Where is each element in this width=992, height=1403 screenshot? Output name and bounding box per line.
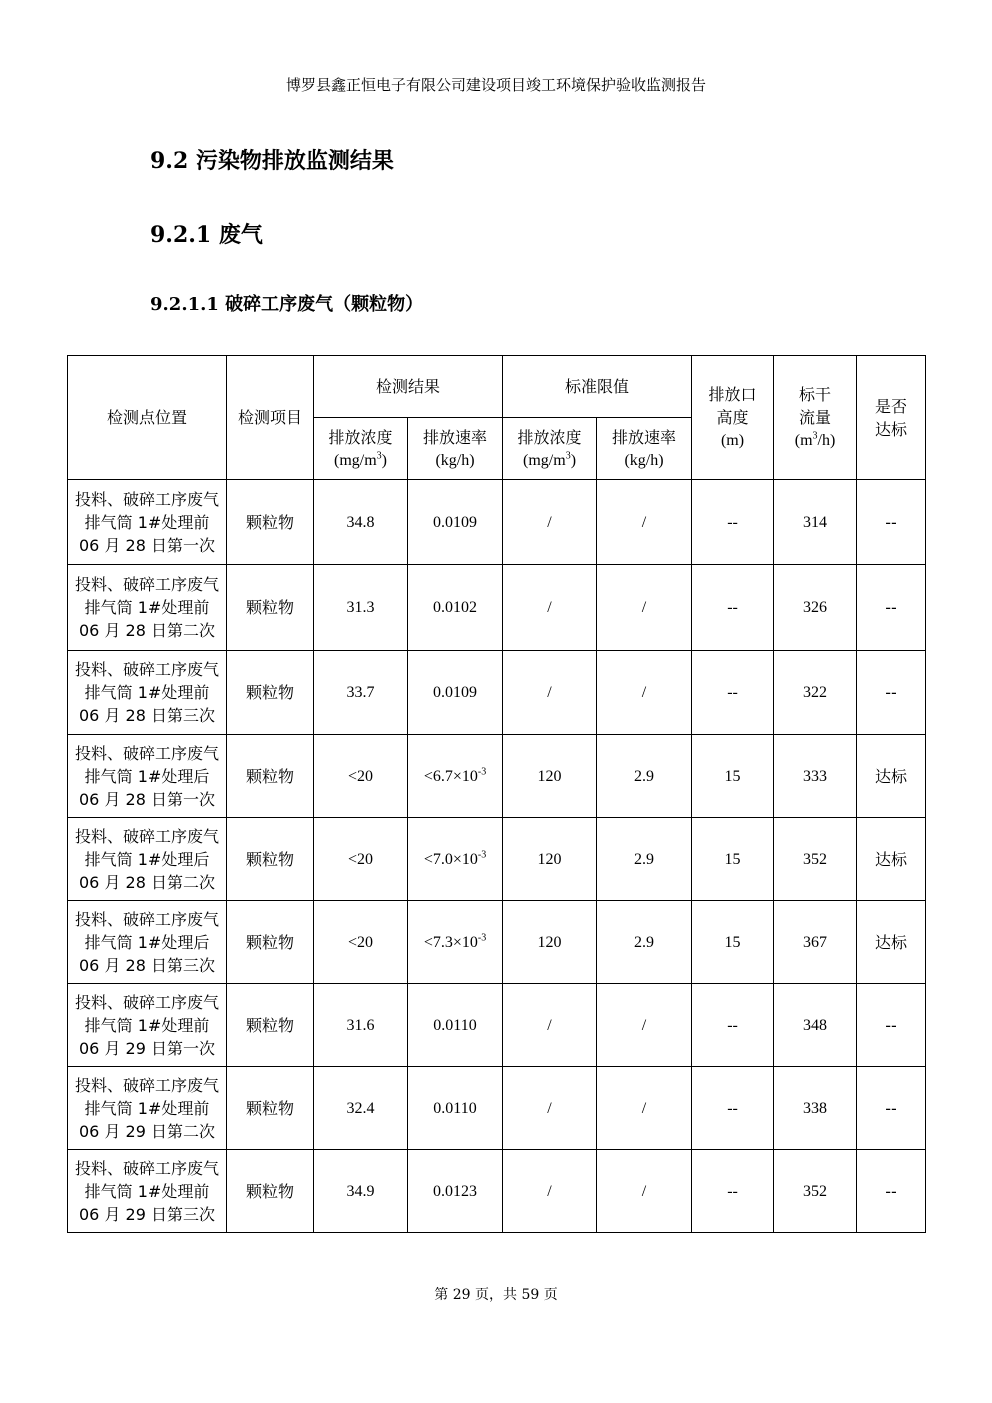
table-row bbox=[68, 735, 926, 818]
std-conc-cell: / bbox=[503, 565, 597, 651]
item-cell: 颗粒物 bbox=[227, 651, 314, 735]
monitoring-results-table bbox=[67, 355, 926, 1233]
std-rate-cell: / bbox=[597, 1150, 692, 1233]
height-cell: -- bbox=[692, 1067, 774, 1150]
flow-cell: 314 bbox=[774, 480, 857, 565]
pass-cell: 达标 bbox=[857, 735, 926, 818]
height-cell: -- bbox=[692, 1150, 774, 1233]
rate-cell: 0.0102 bbox=[408, 565, 503, 651]
conc-cell: <20 bbox=[314, 818, 408, 901]
std-rate-cell: 2.9 bbox=[597, 901, 692, 984]
table-row bbox=[68, 1150, 926, 1233]
rate-cell: $<7.0\times 10^{-3}$ bbox=[408, 818, 503, 901]
std-rate-cell: / bbox=[597, 984, 692, 1067]
height-cell: 15 bbox=[692, 818, 774, 901]
location-cell: 投料、破碎工序废气 排气筒 1#处理前 06 月 28 日第三次 bbox=[68, 651, 227, 735]
item-cell: 颗粒物 bbox=[227, 901, 314, 984]
rate-cell: 0.0109 bbox=[408, 651, 503, 735]
pass-cell: -- bbox=[857, 1067, 926, 1150]
conc-cell: 34.9 bbox=[314, 1150, 408, 1233]
header-limit-rate: 排放速率 (kg/h) bbox=[597, 418, 692, 480]
height-cell: -- bbox=[692, 651, 774, 735]
rate-cell: 0.0110 bbox=[408, 984, 503, 1067]
height-cell: 15 bbox=[692, 735, 774, 818]
header-compliance: 是否 达标 bbox=[857, 356, 926, 480]
flow-cell: 333 bbox=[774, 735, 857, 818]
std-conc-cell: / bbox=[503, 1150, 597, 1233]
page-header: 博罗县鑫正恒电子有限公司建设项目竣工环境保护验收监测报告 bbox=[285, 76, 706, 94]
std-conc-cell: 120 bbox=[503, 818, 597, 901]
std-rate-cell: / bbox=[597, 480, 692, 565]
header-result-conc: 排放浓度 $(mg/m^3)$ bbox=[314, 418, 408, 480]
pass-cell: 达标 bbox=[857, 818, 926, 901]
location-cell: 投料、破碎工序废气 排气筒 1#处理前 06 月 29 日第三次 bbox=[68, 1150, 227, 1233]
item-cell: 颗粒物 bbox=[227, 818, 314, 901]
std-rate-cell: / bbox=[597, 1067, 692, 1150]
item-cell: 颗粒物 bbox=[227, 1150, 314, 1233]
height-cell: -- bbox=[692, 984, 774, 1067]
std-conc-cell: / bbox=[503, 480, 597, 565]
flow-cell: 352 bbox=[774, 1150, 857, 1233]
header-limits-group: 标准限值 bbox=[503, 356, 692, 418]
conc-cell: 34.8 bbox=[314, 480, 408, 565]
location-cell: 投料、破碎工序废气 排气筒 1#处理前 06 月 28 日第二次 bbox=[68, 565, 227, 651]
subsubsection-title: 9.2.1.1 破碎工序废气（颗粒物） bbox=[150, 294, 424, 315]
pass-cell: -- bbox=[857, 984, 926, 1067]
conc-cell: <20 bbox=[314, 735, 408, 818]
std-rate-cell: / bbox=[597, 651, 692, 735]
location-cell: 投料、破碎工序废气 排气筒 1#处理后 06 月 28 日第三次 bbox=[68, 901, 227, 984]
height-cell: 15 bbox=[692, 901, 774, 984]
height-cell: -- bbox=[692, 480, 774, 565]
location-cell: 投料、破碎工序废气 排气筒 1#处理后 06 月 28 日第一次 bbox=[68, 735, 227, 818]
flow-cell: 338 bbox=[774, 1067, 857, 1150]
flow-cell: 348 bbox=[774, 984, 857, 1067]
header-flow: 标干 流量 $(m^3/h)$ bbox=[774, 356, 857, 480]
conc-cell: 31.6 bbox=[314, 984, 408, 1067]
section-title: 9.2 污染物排放监测结果 bbox=[150, 148, 394, 174]
table-row bbox=[68, 651, 926, 735]
item-cell: 颗粒物 bbox=[227, 984, 314, 1067]
pass-cell: -- bbox=[857, 651, 926, 735]
conc-cell: 32.4 bbox=[314, 1067, 408, 1150]
subsection-title: 9.2.1 废气 bbox=[150, 222, 263, 248]
std-rate-cell: / bbox=[597, 565, 692, 651]
flow-cell: 367 bbox=[774, 901, 857, 984]
flow-cell: 352 bbox=[774, 818, 857, 901]
header-location: 检测点位置 bbox=[68, 356, 227, 480]
item-cell: 颗粒物 bbox=[227, 735, 314, 818]
table-row bbox=[68, 480, 926, 565]
pass-cell: 达标 bbox=[857, 901, 926, 984]
rate-cell: 0.0109 bbox=[408, 480, 503, 565]
location-cell: 投料、破碎工序废气 排气筒 1#处理前 06 月 28 日第一次 bbox=[68, 480, 227, 565]
flow-cell: 326 bbox=[774, 565, 857, 651]
location-cell: 投料、破碎工序废气 排气筒 1#处理前 06 月 29 日第二次 bbox=[68, 1067, 227, 1150]
table-row bbox=[68, 565, 926, 651]
item-cell: 颗粒物 bbox=[227, 565, 314, 651]
table-row bbox=[68, 984, 926, 1067]
location-cell: 投料、破碎工序废气 排气筒 1#处理后 06 月 28 日第二次 bbox=[68, 818, 227, 901]
height-cell: -- bbox=[692, 565, 774, 651]
header-results-group: 检测结果 bbox=[314, 356, 503, 418]
rate-cell: 0.0123 bbox=[408, 1150, 503, 1233]
conc-cell: 33.7 bbox=[314, 651, 408, 735]
rate-cell: 0.0110 bbox=[408, 1067, 503, 1150]
std-conc-cell: / bbox=[503, 984, 597, 1067]
std-rate-cell: 2.9 bbox=[597, 818, 692, 901]
table-row bbox=[68, 818, 926, 901]
conc-cell: 31.3 bbox=[314, 565, 408, 651]
location-cell: 投料、破碎工序废气 排气筒 1#处理前 06 月 29 日第一次 bbox=[68, 984, 227, 1067]
std-conc-cell: 120 bbox=[503, 735, 597, 818]
rate-cell: $<7.3\times 10^{-3}$ bbox=[408, 901, 503, 984]
item-cell: 颗粒物 bbox=[227, 480, 314, 565]
flow-cell: 322 bbox=[774, 651, 857, 735]
item-cell: 颗粒物 bbox=[227, 1067, 314, 1150]
std-conc-cell: / bbox=[503, 1067, 597, 1150]
header-limit-conc: 排放浓度 $(mg/m^3)$ bbox=[503, 418, 597, 480]
header-outlet-height: 排放口 高度 (m) bbox=[692, 356, 774, 480]
pass-cell: -- bbox=[857, 480, 926, 565]
header-item: 检测项目 bbox=[227, 356, 314, 480]
pass-cell: -- bbox=[857, 1150, 926, 1233]
table-row bbox=[68, 901, 926, 984]
std-rate-cell: 2.9 bbox=[597, 735, 692, 818]
rate-cell: $<6.7\times 10^{-3}$ bbox=[408, 735, 503, 818]
page-footer: 第 29 页，共 59 页 bbox=[434, 1287, 558, 1303]
std-conc-cell: / bbox=[503, 651, 597, 735]
table-row bbox=[68, 1067, 926, 1150]
pass-cell: -- bbox=[857, 565, 926, 651]
std-conc-cell: 120 bbox=[503, 901, 597, 984]
header-result-rate: 排放速率 (kg/h) bbox=[408, 418, 503, 480]
conc-cell: <20 bbox=[314, 901, 408, 984]
